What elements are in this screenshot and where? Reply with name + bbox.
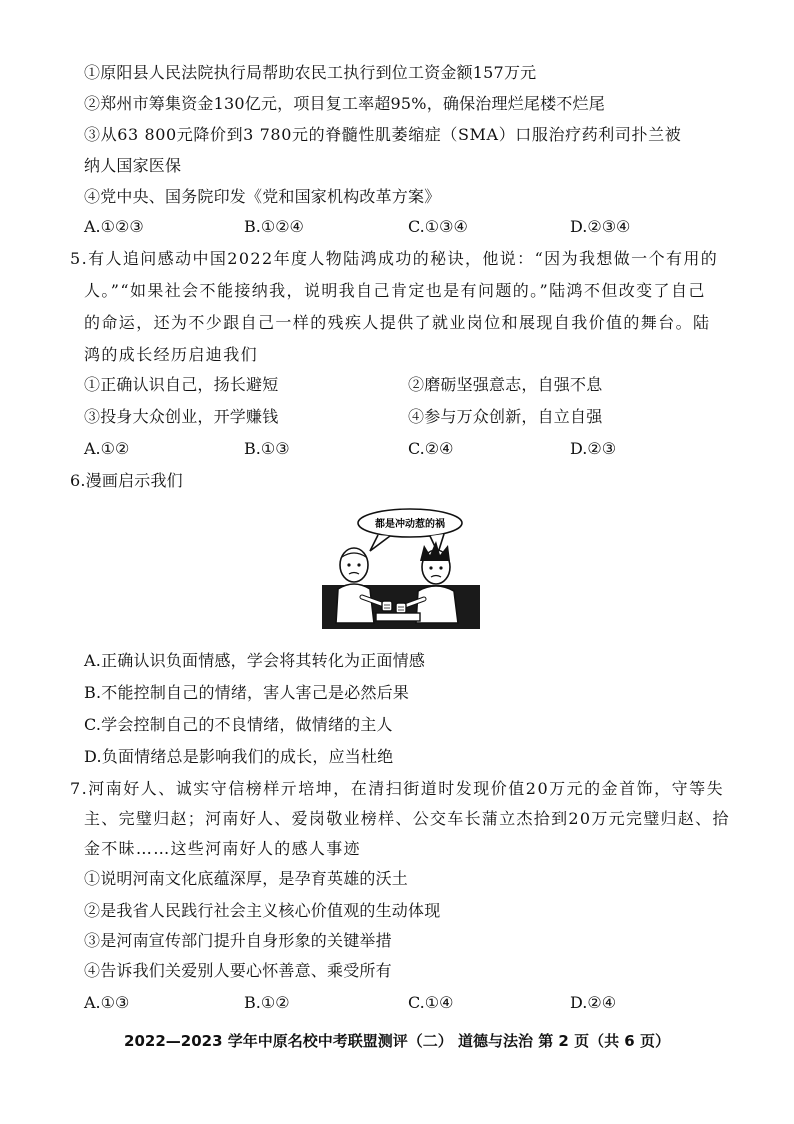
q6-option-b: B.不能控制自己的情绪，害人害己是必然后果 [84,683,410,702]
q5-stem-1: 5.有人追问感动中国2022年度人物陆鸿成功的秘诀，他说：“因为我想做一个有用的 [70,249,719,268]
q7-item-4: ④告诉我们关爱别人要心怀善意、乘受所有 [84,961,392,980]
q7-item-2: ②是我省人民践行社会主义核心价值观的生动体现 [84,901,441,920]
q5-choice-1: ①正确认识自己，扬长避短 [84,375,279,394]
q4-option-b: B.①②④ [244,217,304,236]
q4-option-c: C.①③④ [408,217,468,236]
q7-option-b: B.①② [244,993,290,1012]
q7-stem-2: 主、完璧归赵；河南好人、爱岗敬业榜样、公交车长蒲立杰拾到20万元完璧归赵、拾 [84,809,730,828]
q7-option-a: A.①③ [84,993,130,1012]
q5-options [84,438,724,460]
right-man-hair [420,541,450,561]
bandaged-hand-left [382,601,392,611]
q4-option-a: A.①②③ [84,217,144,236]
right-man-body [416,586,458,623]
q7-option-d: D.②④ [570,993,617,1012]
q7-option-c: C.①④ [408,993,454,1012]
q5-choice-4: ④参与万众创新，自立自强 [408,407,603,426]
cartoon-caption: 都是冲动惹的祸 [375,519,445,530]
q5-option-c: C.②④ [408,439,454,458]
bubble-tail-left [370,535,390,551]
q6-option-d: D.负面情绪总是影响我们的成长，应当杜绝 [84,747,394,766]
q5-option-d: D.②③ [570,439,617,458]
left-man-body [336,584,374,623]
q7-item-1: ①说明河南文化底蕴深厚，是孕育英雄的沃土 [84,869,409,888]
cartoon-illustration [318,505,484,633]
q6-option-a: A.正确认识负面情感，学会将其转化为正面情感 [84,651,426,670]
q6-stem: 6.漫画启示我们 [70,471,183,490]
page-footer: 2022—2023 学年中原名校中考联盟测评（二） 道德与法治 第 2 页（共 6 页） [124,1032,670,1050]
q6-option-c: C.学会控制自己的不良情绪，做情绪的主人 [84,715,393,734]
q7-item-3: ③是河南宣传部门提升自身形象的关键举措 [84,931,392,950]
q7-options [84,992,724,1014]
bandaged-hand-right [396,603,406,613]
q5-choice-2: ②磨砺坚强意志，自强不息 [408,375,603,394]
q4-item-3-cont: 纳人国家医保 [84,156,182,175]
q4-item-4: ④党中央、国务院印发《党和国家机构改革方案》 [84,187,441,206]
q4-item-1: ①原阳县人民法院执行局帮助农民工执行到位工资金额157万元 [84,63,537,82]
q5-option-b: B.①③ [244,439,290,458]
table [376,613,420,621]
q7-stem-3: 金不昧……这些河南好人的感人事迹 [84,839,361,858]
q5-stem-3: 的命运，还为不少跟自己一样的残疾人提供了就业岗位和展现自我价值的舞台。陆 [84,313,711,332]
q4-option-d: D.②③④ [570,217,631,236]
q4-item-3: ③从63 800元降价到3 780元的脊髓性肌萎缩症（SMA）口服治疗药利司扑兰被 [84,125,682,144]
q5-choice-3: ③投身大众创业，开学赚钱 [84,407,279,426]
q5-stem-4: 鸿的成长经历启迪我们 [84,345,259,364]
q4-item-2: ②郑州市筹集资金130亿元，项目复工率超95%，确保治理烂尾楼不烂尾 [84,94,605,113]
q5-stem-2: 人。”“如果社会不能接纳我，说明我自己肯定也是有问题的。”陆鸿不但改变了自己 [84,281,706,300]
q7-stem-1: 7.河南好人、诚实守信榜样亓培坤，在清扫街道时发现价值20万元的金首饰，守等失 [70,779,725,798]
q5-option-a: A.①② [84,439,130,458]
q4-options [84,216,724,238]
